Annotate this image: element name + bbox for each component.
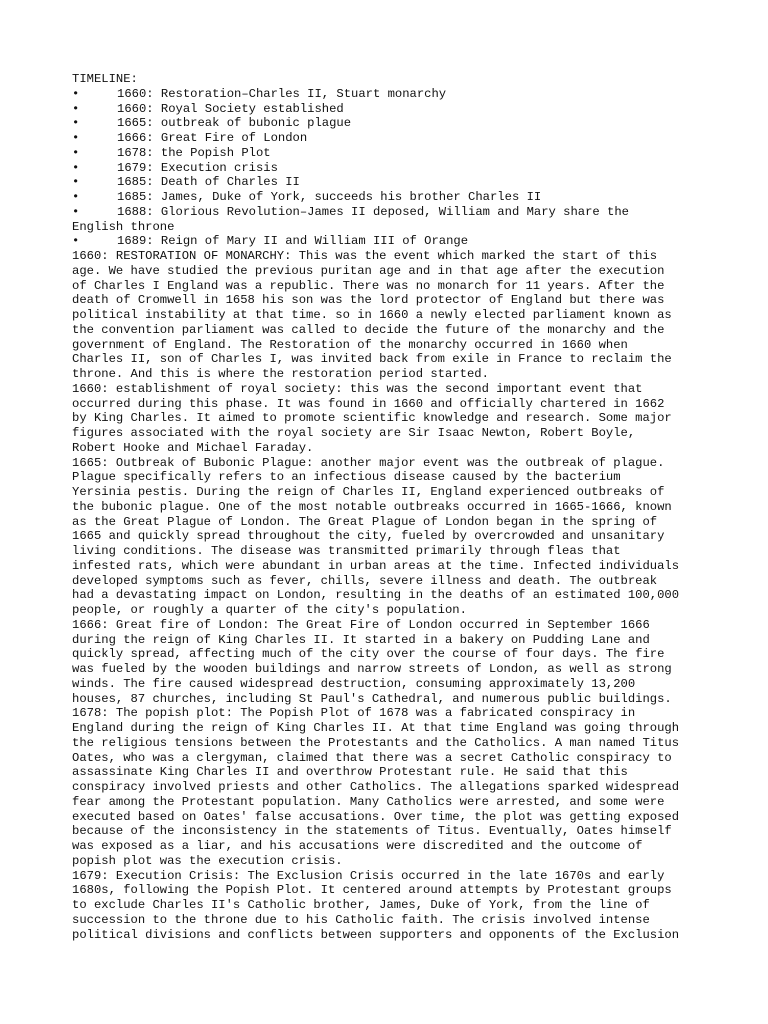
bullet-glyph: • xyxy=(72,190,80,204)
timeline-item xyxy=(72,205,712,235)
paragraph-line: executed based on Oates' false accusations. Over time, the plot was getting exposed xyxy=(72,809,680,824)
timeline-item-line xyxy=(72,87,712,102)
timeline-item xyxy=(72,131,712,146)
timeline-item-line xyxy=(72,205,712,220)
paragraph-line: figures associated with the royal society are Sir Isaac Newton, Robert Boyle, xyxy=(72,426,636,440)
paragraph-line: Robert Hooke and Michael Faraday. xyxy=(72,440,314,455)
paragraph-line: was exposed as a liar, and his accusations were discredited and the outcome of xyxy=(72,839,643,853)
paragraph-line: winds. The fire caused widespread destruction, consuming approximately 13,200 xyxy=(72,676,636,691)
paragraph-line: of Charles I England was a republic. There was no monarch for 11 years. After the xyxy=(72,278,665,293)
timeline-item xyxy=(72,102,712,117)
paragraph-line: conspiracy involved priests and other Catholics. The allegations sparked widespread xyxy=(72,780,680,794)
timeline-item-line xyxy=(72,175,712,190)
timeline-item-text: English throne xyxy=(72,219,175,234)
paragraph-line: Plague specifically refers to an infectious disease caused by the bacterium xyxy=(72,470,621,485)
timeline-item xyxy=(72,116,712,131)
paragraph-line: throne. And this is where the restoration period started. xyxy=(72,367,489,381)
timeline-item-text: 1666: Great Fire of London xyxy=(117,131,308,145)
body-paragraph xyxy=(72,706,712,868)
bullet-glyph: • xyxy=(72,145,80,160)
paragraph-line: had a devastating impact on London, resulting in the deaths of an estimated 100,000 xyxy=(72,588,680,603)
paragraph-line: living conditions. The disease was transmitted primarily through fleas that xyxy=(72,544,621,558)
paragraph-line: 1660: establishment of royal society: this was the second important event that xyxy=(72,381,643,396)
timeline-item-text: 1660: Royal Society established xyxy=(117,101,344,116)
timeline-heading: TIMELINE: xyxy=(72,72,138,86)
timeline-item-text: 1688: Glorious Revolution–James II deposed, William and Mary share the xyxy=(117,204,629,219)
timeline-item-line xyxy=(72,190,712,205)
paragraph-line: succession to the throne due to his Catholic faith. The crisis involved intense xyxy=(72,912,650,927)
bullet-glyph: • xyxy=(72,86,80,101)
paragraph-line: Charles II, son of Charles I, was invited back from exile in France to reclaim the xyxy=(72,352,672,367)
timeline-item xyxy=(72,175,712,190)
paragraph-line: developed symptoms such as fever, chills, severe illness and death. The outbreak xyxy=(72,573,658,588)
paragraph-line: Oates, who was a clergyman, claimed that there was a secret Catholic conspiracy to xyxy=(72,750,672,765)
bullet-glyph: • xyxy=(72,234,80,249)
paragraph-line: age. We have studied the previous puritan age and in that age after the execution xyxy=(72,263,665,278)
timeline-item-line xyxy=(72,102,712,117)
paragraph-line: occurred during this phase. It was found in 1660 and officially chartered in 1662 xyxy=(72,396,665,411)
paragraph-line: because of the inconsistency in the statements of Titus. Eventually, Oates himself xyxy=(72,824,672,839)
timeline-item xyxy=(72,146,712,161)
timeline-item-line xyxy=(72,116,712,131)
paragraph-line: 1660: RESTORATION OF MONARCHY: This was the event which marked the start of this xyxy=(72,249,658,263)
paragraph-line: infested rats, which were abundant in urban areas at the time. Infected individuals xyxy=(72,558,680,573)
document-page xyxy=(72,72,712,942)
body-paragraph xyxy=(72,382,712,456)
timeline-item-line xyxy=(72,146,712,161)
timeline-item-line xyxy=(72,161,712,176)
paragraph-line: houses, 87 churches, including St Paul's Cathedral, and numerous public buildings. xyxy=(72,691,672,706)
timeline-item-text: 1679: Execution crisis xyxy=(117,160,278,175)
bullet-glyph: • xyxy=(72,204,80,219)
timeline-item-text: 1660: Restoration–Charles II, Stuart monarchy xyxy=(117,86,447,101)
paragraph-line: 1665: Outbreak of Bubonic Plague: another major event was the outbreak of plague. xyxy=(72,455,665,470)
bullet-glyph: • xyxy=(72,101,80,116)
timeline-list xyxy=(72,87,712,249)
paragraph-line: 1680s, following the Popish Plot. It centered around attempts by Protestant groups xyxy=(72,883,672,898)
body-paragraph xyxy=(72,249,712,382)
bullet-glyph: • xyxy=(72,131,80,145)
paragraph-line: was fueled by the wooden buildings and narrow streets of London, as well as strong xyxy=(72,662,672,676)
paragraph-line: 1665 and quickly spread throughout the city, fueled by overcrowded and unsanitary xyxy=(72,529,665,544)
paragraph-line: during the reign of King Charles II. It started in a bakery on Pudding Lane and xyxy=(72,632,650,647)
timeline-item-text: 1665: outbreak of bubonic plague xyxy=(117,116,352,131)
document-body xyxy=(72,72,712,942)
body-paragraph xyxy=(72,869,712,943)
paragraph-line: 1666: Great fire of London: The Great Fire of London occurred in September 1666 xyxy=(72,617,650,632)
paragraph-line: 1679: Execution Crisis: The Exclusion Crisis occurred in the late 1670s and early xyxy=(72,868,665,883)
paragraph-line: quickly spread, affecting much of the city over the course of four days. The fire xyxy=(72,647,665,662)
timeline-item-text: 1685: Death of Charles II xyxy=(117,175,300,190)
paragraph-list xyxy=(72,249,712,942)
timeline-item-line xyxy=(72,131,712,146)
body-paragraph xyxy=(72,618,712,707)
timeline-item-text: 1685: James, Duke of York, succeeds his brother Charles II xyxy=(117,190,542,204)
paragraph-line: people, or roughly a quarter of the city's population. xyxy=(72,603,467,617)
paragraph-line: political divisions and conflicts between supporters and opponents of the Exclusion xyxy=(72,927,680,942)
paragraph-line: fear among the Protestant population. Many Catholics were arrested, and some were xyxy=(72,794,665,809)
bullet-glyph: • xyxy=(72,160,80,175)
body-paragraph xyxy=(72,456,712,618)
paragraph-line: the convention parliament was called to decide the future of the monarchy and the xyxy=(72,322,665,337)
timeline-item-line xyxy=(72,220,712,235)
timeline-item-line xyxy=(72,234,712,249)
paragraph-line: popish plot was the execution crisis. xyxy=(72,853,343,868)
paragraph-line: by King Charles. It aimed to promote scientific knowledge and research. Some major xyxy=(72,411,672,426)
paragraph-line: assassinate King Charles II and overthrow Protestant rule. He said that this xyxy=(72,765,628,780)
bullet-glyph: • xyxy=(72,175,80,190)
paragraph-line: death of Cromwell in 1658 his son was the lord protector of England but there was xyxy=(72,293,665,308)
timeline-item-text: 1678: the Popish Plot xyxy=(117,145,271,160)
timeline-item xyxy=(72,87,712,102)
paragraph-line: as the Great Plague of London. The Great Plague of London began in the spring of xyxy=(72,514,658,529)
paragraph-line: political instability at that time. so in 1660 a newly elected parliament known as xyxy=(72,308,672,322)
paragraph-line: England during the reign of King Charles II. At that time England was going through xyxy=(72,721,680,735)
paragraph-line: the bubonic plague. One of the most notable outbreaks occurred in 1665-1666, known xyxy=(72,499,672,514)
paragraph-line: 1678: The popish plot: The Popish Plot of 1678 was a fabricated conspiracy in xyxy=(72,706,636,721)
timeline-item xyxy=(72,234,712,249)
paragraph-line: Yersinia pestis. During the reign of Charles II, England experienced outbreaks of xyxy=(72,485,665,499)
bullet-glyph: • xyxy=(72,116,80,131)
timeline-item xyxy=(72,190,712,205)
timeline-item xyxy=(72,161,712,176)
paragraph-line: to exclude Charles II's Catholic brother, James, Duke of York, from the line of xyxy=(72,898,650,912)
paragraph-line: the religious tensions between the Protestants and the Catholics. A man named Titus xyxy=(72,735,680,750)
timeline-item-text: 1689: Reign of Mary II and William III of Orange xyxy=(117,234,469,249)
paragraph-line: government of England. The Restoration of the monarchy occurred in 1660 when xyxy=(72,337,628,352)
